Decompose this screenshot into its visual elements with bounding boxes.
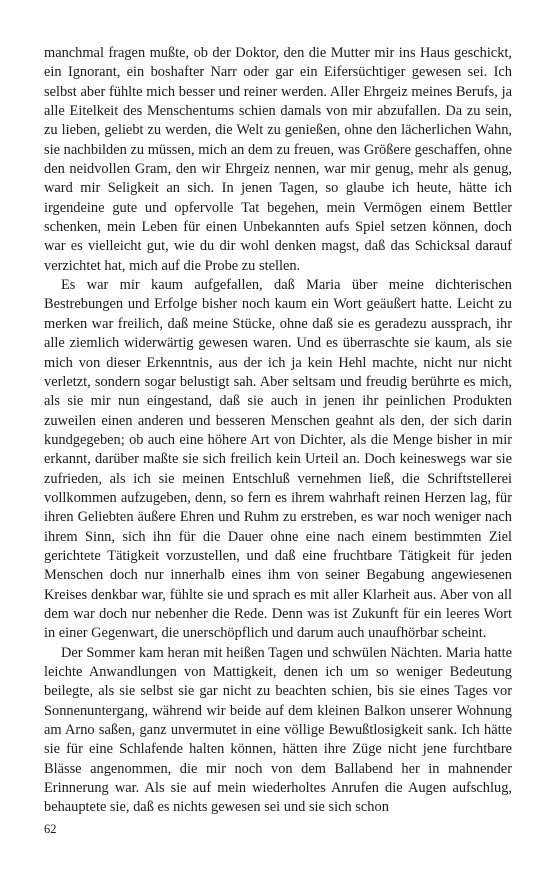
paragraph-2: Es war mir kaum aufgefallen, daß Maria über meine dichterischen Bestrebungen und Erfolge bisher noch kaum ein Wort geäußert hatte. Leicht zu merken war freilich, daß meine Stücke, ohne daß sie es geradezu aussprach, ihr alle ziemlich widerwärtig gewesen waren. Und es überraschte sie kaum, als sie mich von dieser Erkenntnis, aus der ich ja kein Hehl machte, nicht nur nicht verletzt, sondern sogar belustigt sah. Aber seltsam und freudig berührte es mich, als sie mir nun eingestand, daß sie auch in jenen ihr peinlichen Produkten zuweilen einen anderen und besseren Menschen geahnt als den, der sich darin kundgegeben; ob auch eine höhere Art von Dichter, als die Menge bisher in mir erkannt, darüber maßte sie sich freilich kein Urteil an. Doch keineswegs war sie zufrieden, als ich sie meinen Entschluß vernehmen ließ, die Schriftstellerei vollkommen aufzugeben, denn, so fern es ihrem wahrhaft reinen Herzen lag, für ihren Geliebten äußere Ehren und Ruhm zu erstreben, es war noch weniger nach ihrem Sinn, sich ihn für die Dauer ohne eine nach einem bestimmten Ziel gerichtete Tätigkeit vorzustellen, und daß eine fruchtbare Tätigkeit für jeden Menschen doch nur innerhalb eines ihm von seiner Begabung angewiesenen Kreises denkbar war, fühlte sie und sprach es mit aller Klarheit aus. Aber von all dem war doch nur nebenher die Rede. Denn was ist Zukunft für ein leeres Wort in einer Gegenwart, die unerschöpflich und darum auch unaufhörbar scheint. <box>44 277 512 642</box>
paragraph-1: manchmal fragen mußte, ob der Doktor, den die Mutter mir ins Haus geschickt, ein Ignorant, ein boshafter Narr oder gar ein Eifersüchtiger gewesen sei. Ich selbst aber fühlte mich besser und reiner werden. Aller Ehrgeiz meines Berufs, ja alle Eitelkeit des Menschentums schien damals von mir abzufallen. Da zu sein, zu lieben, geliebt zu werden, die Welt zu genießen, ohne den lächerlichen Wahn, sie nachbilden zu müssen, mich an dem zu freuen, was Größere geschaffen, ohne den neidvollen Gram, den wir Ehrgeiz nennen, war mir genug, mehr als genug, ward mir Seligkeit an sich. In jenen Tagen, so glaube ich heute, hätte ich irgendeine gute und opfervolle Tat begehen, mein Vermögen einem Bettler schenken, mein Leben für einen Unbekannten aufs Spiel setzen können, doch war es vielleicht gut, wie du dir wohl denken magst, daß das Schicksal darauf verzichtet hat, mich auf die Probe zu stellen. <box>44 45 512 274</box>
page-number: 62 <box>44 822 57 836</box>
book-page <box>44 44 512 818</box>
body-text <box>44 44 512 818</box>
paragraph-3: Der Sommer kam heran mit heißen Tagen und schwülen Nächten. Maria hatte leichte Anwandlungen von Mattigkeit, denen ich um so weniger Bedeutung beilegte, als sie selbst sie gar nicht zu beachten schien, bis sie eines Tages vor Sonnenuntergang, während wir beide auf dem kleinen Balkon unserer Wohnung am Arno saßen, ganz unvermutet in eine völlige Bewußtlosigkeit sank. Ich hätte sie für eine Schlafende halten können, hätten ihre Züge nicht jene furchtbare Blässe angenommen, die mir noch von dem Ballabend her in mahnender Erinnerung war. Als sie auf mein wiederholtes Anrufen die Augen aufschlug, behauptete sie, daß es nichts gewesen sei und sie sich schon <box>44 644 512 816</box>
